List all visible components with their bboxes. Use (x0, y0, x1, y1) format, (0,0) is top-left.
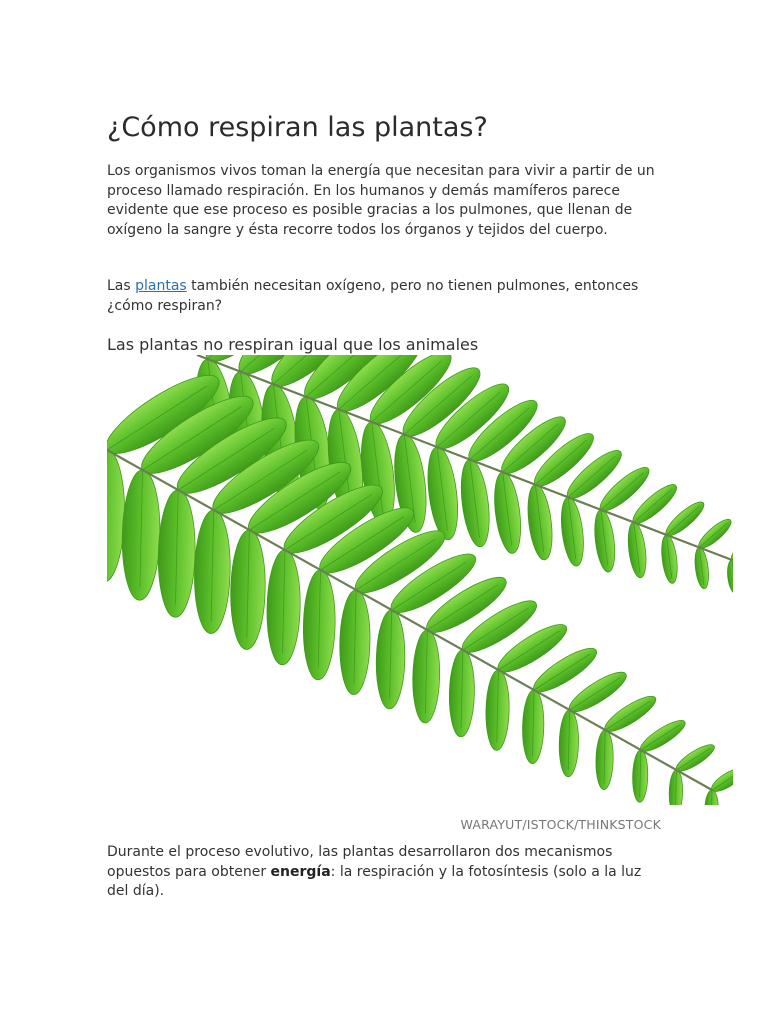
evolution-paragraph-text-before: Durante el proceso evolutivo, las plantas desarrollaron dos mecanismos opuestos para obtener (107, 844, 613, 880)
energia-bold: energía (270, 863, 331, 880)
plants-paragraph-text-before: Las (107, 278, 136, 294)
evolution-paragraph (107, 843, 665, 902)
section-subheading: Las plantas no respiran igual que los animales (107, 335, 479, 354)
fern-leaves-icon (107, 355, 733, 805)
plants-paragraph (107, 277, 665, 316)
intro-paragraph: Los organismos vivos toman la energía que necesitan para vivir a partir de un proceso llamado respiración. En los humanos y demás mamíferos parece evidente que ese proceso es posible gracias a los pulmones, que llenan de oxígeno la sangre y ésta recorre todos los órganos y tejidos del cuerpo. (107, 163, 655, 238)
plantas-link[interactable]: plantas (135, 278, 187, 294)
evolution-paragraph-text-after: : la respiración y la fotosíntesis (solo a la luz del día). (107, 863, 642, 899)
plants-paragraph-text-after: también necesitan oxígeno, pero no tienen pulmones, entonces ¿cómo respiran? (107, 278, 639, 314)
page-title: ¿Cómo respiran las plantas? (107, 112, 488, 143)
fern-image (107, 355, 733, 805)
image-credit: WARAYUT/ISTOCK/THINKSTOCK (460, 817, 661, 832)
